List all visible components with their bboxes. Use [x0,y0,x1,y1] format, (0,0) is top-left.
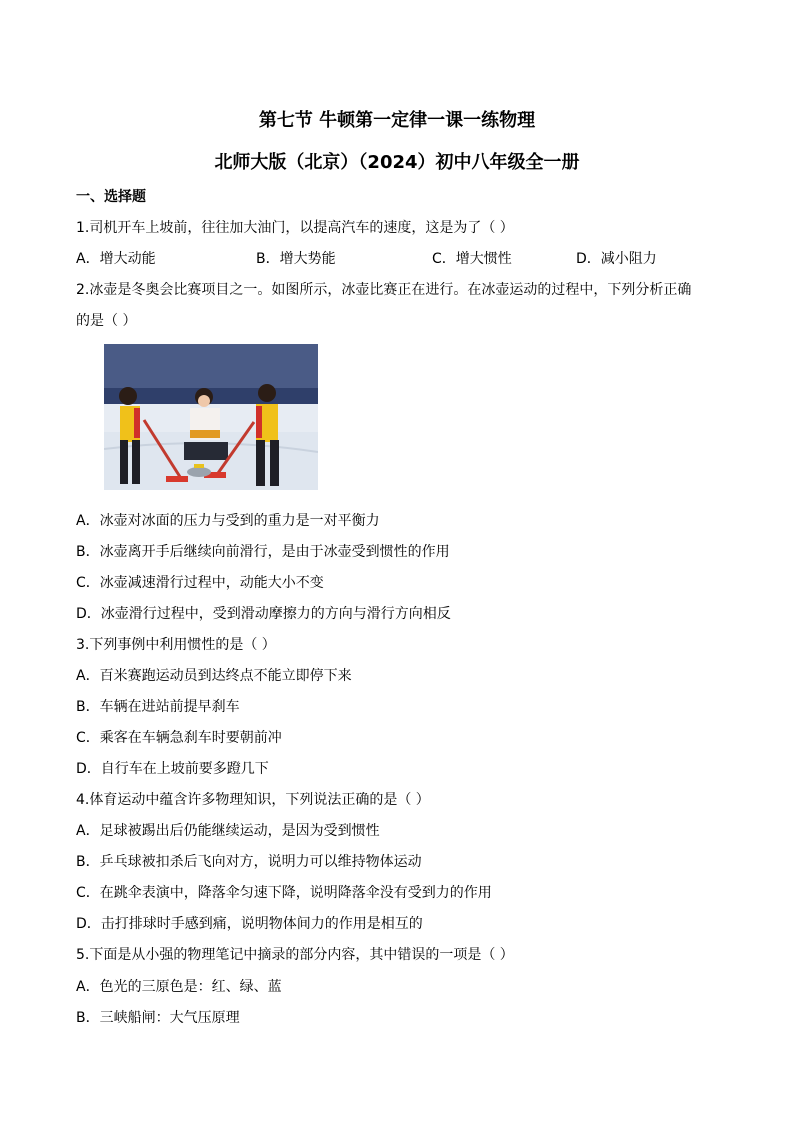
question-2-stem-line-1: 2.冰壶是冬奥会比赛项目之一。如图所示，冰壶比赛正在进行。在冰壶运动的过程中，下列分析正确 [76,282,692,298]
question-1-option-b: B．增大势能 [256,251,336,267]
section-heading: 一、选择题 [76,189,146,205]
question-4-stem: 4.体育运动中蕴含许多物理知识，下列说法正确的是（ ） [76,792,430,808]
question-5-option-a: A．色光的三原色是：红、绿、蓝 [76,979,282,995]
question-3-option-b: B．车辆在进站前提早刹车 [76,699,240,715]
question-4-option-d: D．击打排球时手感到痛，说明物体间力的作用是相互的 [76,916,423,932]
page-subtitle: 北师大版（北京）（2024）初中八年级全一册 [214,152,580,173]
question-4-option-b: B．乒乓球被扣杀后飞向对方，说明力可以维持物体运动 [76,854,422,870]
question-3-option-c: C．乘客在车辆急刹车时要朝前冲 [76,730,282,746]
question-5-option-b: B．三峡船闸：大气压原理 [76,1010,240,1026]
question-1-option-d: D．减小阻力 [576,251,657,267]
question-2-option-d: D．冰壶滑行过程中，受到滑动摩擦力的方向与滑行方向相反 [76,606,451,622]
question-5-stem: 5.下面是从小强的物理笔记中摘录的部分内容，其中错误的一项是（ ） [76,947,514,963]
curling-photo [104,344,318,490]
question-2-stem-line-2: 的是（ ） [76,313,137,329]
question-3-option-d: D．自行车在上坡前要多蹬几下 [76,761,269,777]
question-1-option-c: C．增大惯性 [432,251,512,267]
question-3-option-a: A．百米赛跑运动员到达终点不能立即停下来 [76,668,352,684]
question-2-option-a: A．冰壶对冰面的压力与受到的重力是一对平衡力 [76,513,380,529]
question-1-option-a: A．增大动能 [76,251,156,267]
question-1-stem: 1.司机开车上坡前，往往加大油门，以提高汽车的速度，这是为了（ ） [76,220,514,236]
question-4-option-a: A．足球被踢出后仍能继续运动，是因为受到惯性 [76,823,380,839]
question-2-option-b: B．冰壶离开手后继续向前滑行，是由于冰壶受到惯性的作用 [76,544,450,560]
question-3-stem: 3.下列事例中利用惯性的是（ ） [76,637,276,653]
question-2-option-c: C．冰壶减速滑行过程中，动能大小不变 [76,575,324,591]
question-4-option-c: C．在跳伞表演中，降落伞匀速下降，说明降落伞没有受到力的作用 [76,885,492,901]
page-title: 第七节 牛顿第一定律一课一练物理 [258,110,536,131]
